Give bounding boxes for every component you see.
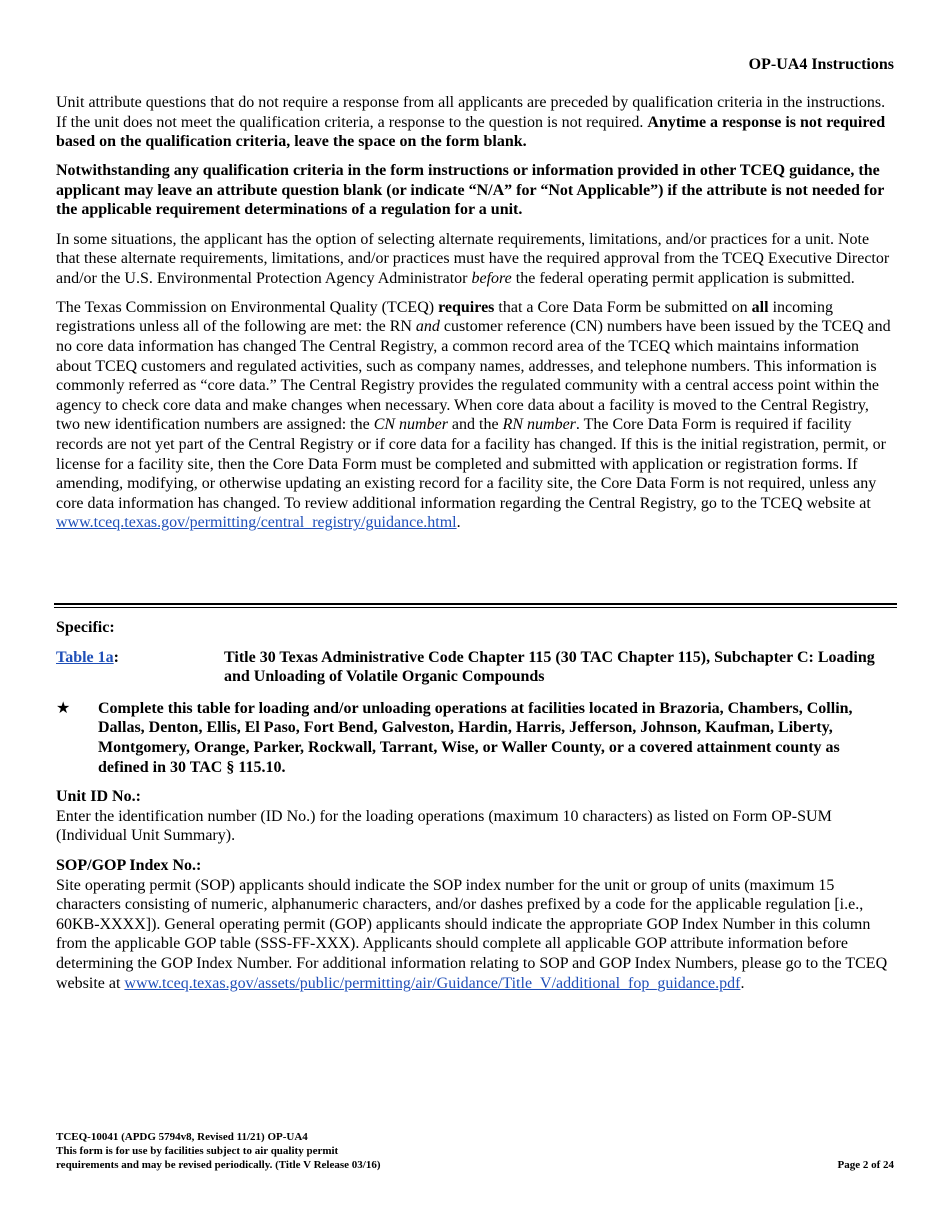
general-instructions <box>56 93 894 542</box>
text-italic: CN number <box>373 416 448 434</box>
text: and the <box>447 416 503 434</box>
sop-gop-text <box>56 876 894 994</box>
paragraph-alternate-requirements <box>56 230 894 289</box>
table-heading-row <box>56 648 894 687</box>
text-bold: requires <box>438 298 495 316</box>
text-italic: and <box>415 318 440 336</box>
star-icon: ★ <box>56 699 71 717</box>
applicability-text: Complete this table for loading and/or unloading operations at facilities located in Brazoria, Chambers, Collin, Dallas, Denton, Ellis, El Paso, Fort Bend, Galveston, Hardin, Harris, Jefferson, Johnson, Kaufman, Liberty, Montgomery, Orange, Parker, Rockwall, Tarrant, Wise, or Waller County, or a covered attainment county as defined in 30 TAC § 115.10. <box>98 699 853 776</box>
section-divider <box>54 603 897 608</box>
table-title: Title 30 Texas Administrative Code Chapter 115 (30 TAC Chapter 115), Subchapter C: Loading and Unloading of Volatile Organic Compounds <box>224 648 875 686</box>
page-number: Page 2 of 24 <box>837 1159 894 1171</box>
footer-note-2: requirements and may be revised periodically. (Title V Release 03/16) <box>56 1159 381 1171</box>
central-registry-link[interactable]: www.tceq.texas.gov/permitting/central_registry/guidance.html <box>56 514 457 532</box>
text-italic: before <box>471 269 512 287</box>
text-italic: RN number <box>502 416 576 434</box>
text: customer reference (CN) numbers have been issued by the TCEQ and no core data information has changed The Central Registry, a common record area of the TCEQ which maintains information about TCEQ customers and regulated activities, such as company names, addresses, and telephone numbers. This information is commonly referred as “core data.” The Central Registry provides the regulated community with a central access point within the agency to check core data and make changes when necessary. When core data about a facility is moved to the Central Registry, two new identification numbers are assigned: the <box>56 318 891 434</box>
table-link-cell <box>56 648 224 687</box>
paragraph-notwithstanding: Notwithstanding any qualification criteria in the form instructions or information provided in other TCEQ guidance, the applicant may leave an attribute question blank (or indicate “N/A” for “Not Applicable”) if the attribute is not needed for the applicable requirement determinations of a regulation for a unit. <box>56 162 884 219</box>
text: . <box>740 974 745 992</box>
text: incoming registrations unless all of the following are met: the RN <box>56 298 833 336</box>
text: The Texas Commission on Environmental Quality (TCEQ) <box>56 298 439 316</box>
footer-note-1: This form is for use by facilities subject to air quality permit <box>56 1145 339 1157</box>
text: Site operating permit (SOP) applicants should indicate the SOP index number for the unit or group of units (maximum 15 characters consisting of numeric, alphanumeric characters, and/or dashes prefixed by a code for the applicable regulation [i.e., 60KB-XXXX]). General operating permit (GOP) applicants should indicate the appropriate GOP Index Number in this column from the applicable GOP table (SSS-FF-XXX). Applicants should complete all applicable GOP attribute information before determining the GOP Index Number. For additional information relating to SOP and GOP Index Numbers, please go to the TCEQ website at <box>56 876 888 992</box>
footer-form-id: TCEQ-10041 (APDG 5794v8, Revised 11/21) OP-UA4 <box>56 1131 308 1143</box>
paragraph-qualification <box>56 93 894 152</box>
paragraph-core-data <box>56 298 894 533</box>
text: . The Core Data Form is required if facility records are not yet part of the Central Registry or if core data for a facility has changed. If this is the initial registration, permit, or license for a facility site, then the Core Data Form must be completed and submitted with application or registration forms. If amending, modifying, or otherwise updating an existing record for a facility site, the Core Data Form is not required, unless any core data information has changed. To review additional information regarding the Central Registry, go to the TCEQ website at <box>56 416 886 512</box>
text: Unit attribute questions that do not require a response from all applicants are preceded by qualification criteria in the instructions. If the unit does not meet the qualification criteria, a response to the question is not required. <box>56 94 886 131</box>
fop-guidance-link[interactable]: www.tceq.texas.gov/assets/public/permitting/air/Guidance/Title_V/additional_fop_guidance.pdf <box>124 974 741 992</box>
sop-gop-heading: SOP/GOP Index No.: <box>56 856 202 874</box>
text: the federal operating permit application is submitted. <box>511 269 855 287</box>
text: In some situations, the applicant has the option of selecting alternate requirements, limitations, and/or practices for a unit. Note that these alternate requirements, limitations, and/or practices must have the required approval from the TCEQ Executive Director and/or the U.S. Environmental Protection Agency Administrator <box>56 230 890 287</box>
applicability-note <box>56 699 894 777</box>
text-bold: Anytime a response is not required based on the qualification criteria, leave the space on the form blank. <box>56 113 886 151</box>
table-1a-link[interactable]: Table 1a <box>56 648 114 666</box>
text: : <box>113 648 119 666</box>
text: . <box>456 514 461 532</box>
text: that a Core Data Form be submitted on <box>494 298 752 316</box>
text-bold: all <box>751 298 769 316</box>
footer <box>56 1130 894 1172</box>
header-title: OP-UA4 Instructions <box>748 56 894 73</box>
specific-section <box>56 618 894 993</box>
specific-label: Specific: <box>56 619 115 636</box>
unit-id-heading: Unit ID No.: <box>56 788 141 806</box>
unit-id-text: Enter the identification number (ID No.) for the loading operations (maximum 10 characters) as listed on Form OP-SUM (Individual Unit Summary). <box>56 807 832 845</box>
